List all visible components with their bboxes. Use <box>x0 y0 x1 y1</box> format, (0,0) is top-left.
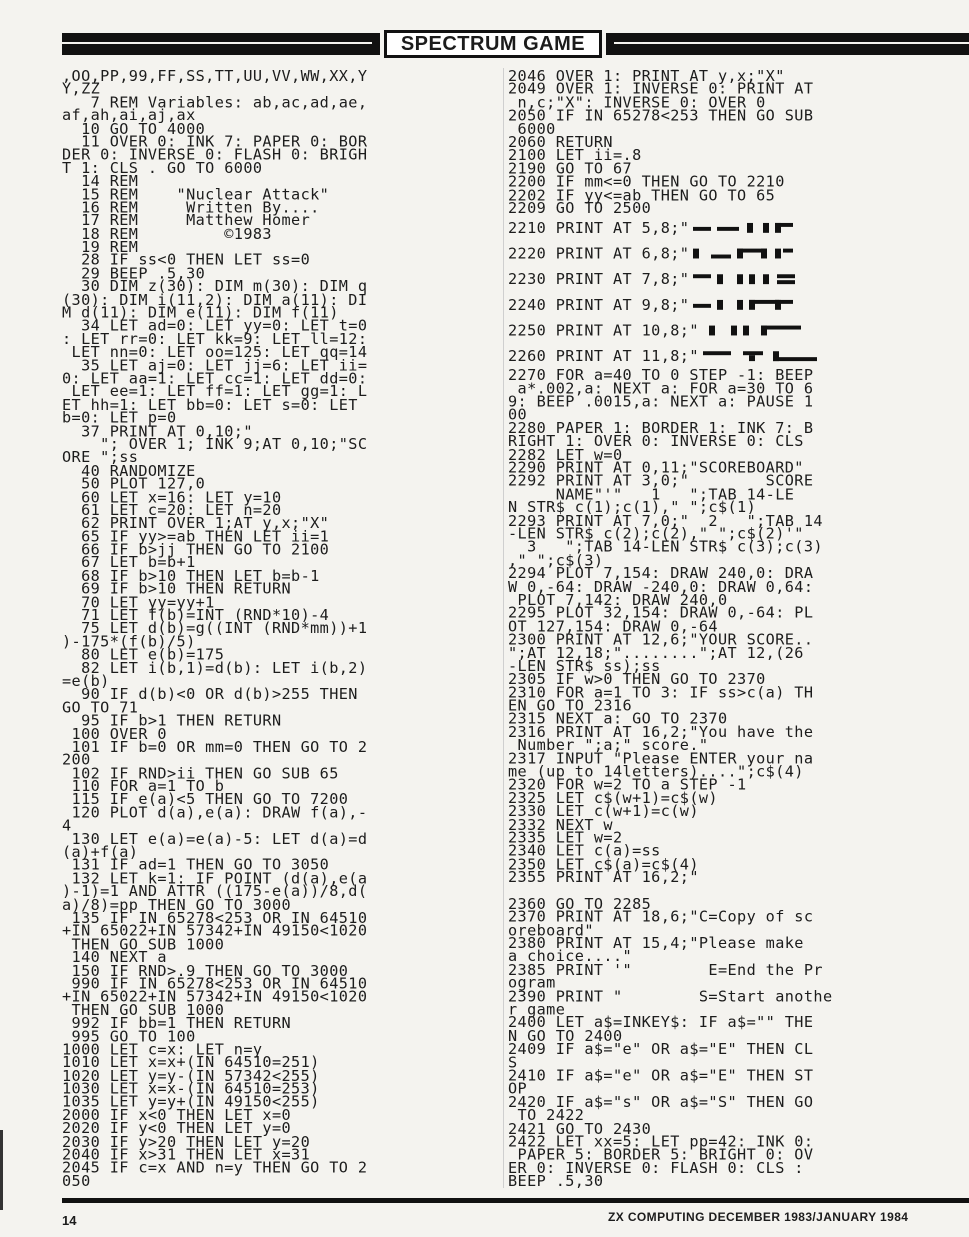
code-line: 1010 LET x=x+(IN 64510=251) <box>62 1053 320 1072</box>
code-line: DER 0: INVERSE 0: FLASH 0: BRIGH <box>62 145 368 164</box>
graphics-print-line <box>508 292 928 318</box>
code-line: 10 GO TO 4000 <box>62 119 206 138</box>
block-glyph <box>737 275 743 285</box>
code-line: 2317 INPUT "Please ENTER your na <box>508 749 814 768</box>
code-line: OT 127,154: DRAW 0,-64 <box>508 617 718 636</box>
code-line: 2390 PRINT " S=Start anothe <box>508 987 833 1006</box>
code-line: ";AT 12,18;"........";AT 12,(26 <box>508 643 804 662</box>
block-graphics-icon <box>693 247 833 261</box>
code-line: S <box>508 1053 518 1072</box>
code-line: TO 2422 <box>508 1106 585 1125</box>
block-glyph <box>775 300 781 310</box>
code-line: 60 LET x=16: LET y=10 <box>62 488 282 506</box>
code-line: 65 IF yy>=ab THEN LET ii=1 <box>62 527 330 546</box>
block-graphics-icon <box>693 273 833 287</box>
code-line: oreboard" <box>508 921 594 940</box>
block-glyph <box>761 249 767 259</box>
code-line: 130 LET e(a)=e(a)-5: LET d(a)=d <box>62 830 368 848</box>
code-line: M d(11): DIM e(11): DIM f(11) <box>62 303 339 322</box>
code-line: 2210 PRINT AT 5,8;" <box>508 218 690 237</box>
code-line: ," ";c$(3) <box>508 551 604 570</box>
code-line: THEN GO SUB 1000 <box>62 935 225 954</box>
code-line: a*.002,a: NEXT a: FOR a=30 TO 6 <box>508 379 814 398</box>
code-line: 90 IF d(b)<0 OR d(b)>255 THEN <box>62 685 358 704</box>
code-line: 2340 LET c(a)=ss <box>508 842 661 860</box>
block-glyph <box>743 326 749 336</box>
code-line: 995 GO TO 100 <box>62 1027 196 1046</box>
block-glyph <box>693 227 711 231</box>
code-line: 95 IF b>1 THEN RETURN <box>62 711 282 730</box>
header-bar-right <box>606 33 969 55</box>
code-line: Y,ZZ <box>62 80 101 98</box>
code-line: N GO TO 2400 <box>508 1027 623 1045</box>
code-line: r game <box>508 1000 566 1019</box>
code-line: 2060 RETURN <box>508 133 613 151</box>
listing-right-column <box>508 67 928 1191</box>
block-glyph <box>693 249 699 259</box>
code-line: 2410 IF a$="e" OR a$="E" THEN ST <box>508 1066 814 1085</box>
code-line: 115 IF e(a)<5 THEN GO TO 7200 <box>62 790 349 809</box>
code-line: =e(b) <box>62 672 110 690</box>
block-graphics-icon <box>693 221 833 235</box>
header-bar-left <box>62 33 380 55</box>
block-glyph <box>737 300 743 310</box>
code-line: 2350 LET c$(a)=c$(4) <box>508 855 699 873</box>
block-graphics-icon <box>693 298 833 312</box>
code-line: T 1: CLS . GO TO 6000 <box>62 159 263 177</box>
code-line: 00 <box>508 405 528 424</box>
code-line: 2260 PRINT AT 11,8;" <box>508 346 699 365</box>
code-line: 4 <box>62 816 72 835</box>
code-line: 14 REM <box>62 172 139 190</box>
code-line: 66 IF b>jj THEN GO TO 2100 <box>62 540 330 559</box>
listing-left-column <box>62 67 499 1190</box>
code-line: 2316 PRINT AT 16,2;"You have the <box>508 723 814 741</box>
code-line: PAPER 5: BORDER 5: BRIGHT 0: OV <box>508 1145 814 1164</box>
code-line: 35 LET aj=0: LET jj=6: LET ii= <box>62 356 368 375</box>
code-line: +IN 65022+IN 57342+IN 49150<1020 <box>62 987 368 1006</box>
code-line: OP <box>508 1079 528 1098</box>
footer-rule <box>62 1198 969 1203</box>
code-line: ,OO,PP,99,FF,SS,TT,UU,VV,WW,XX,Y <box>62 67 368 85</box>
code-line: 67 LET b=b+1 <box>62 553 196 572</box>
code-line: 2190 GO TO 67 <box>508 159 633 178</box>
code-line: 2330 LET c(w+1)=c(w) <box>508 802 699 821</box>
block-glyph <box>717 275 723 285</box>
block-glyph <box>693 275 711 279</box>
code-line: 2100 LET ii=.8 <box>508 146 642 165</box>
code-line: 62 PRINT OVER 1;AT y,x;"X" <box>62 514 330 533</box>
code-line: 71 LET f(b)=INT (RND*10)-4 <box>62 606 330 625</box>
code-line: +IN 65022+IN 57342+IN 49150<1020 <box>62 922 368 940</box>
code-line: 2332 NEXT w <box>508 815 613 834</box>
code-line: 75 LET d(b)=g((INT (RND*mm))+1 <box>62 619 368 638</box>
block-graphics-icon <box>703 324 843 338</box>
code-line: 2310 FOR a=1 TO 3: IF ss>c(a) TH <box>508 683 814 702</box>
block-glyph <box>709 326 715 336</box>
code-line: 2040 IF x>31 THEN LET x=31 <box>62 1145 311 1164</box>
code-line: LET ee=1: LET ff=1: LET gg=1: L <box>62 382 368 401</box>
code-line: ORE ";ss <box>62 448 139 467</box>
code-line: me (up to 14letters)....";c$(4) <box>508 762 804 781</box>
code-line: a choice...." <box>508 947 633 966</box>
block-glyph <box>777 280 795 284</box>
code-line: 2030 IF y>20 THEN LET y=20 <box>62 1132 311 1151</box>
code-line: -LEN STR$ ss);ss <box>508 657 661 675</box>
code-line: 50 PLOT 127,0 <box>62 474 206 493</box>
code-line: 120 PLOT d(a),e(a): DRAW f(a),- <box>62 803 368 822</box>
code-line: EN GO TO 2316 <box>508 696 633 715</box>
code-line: 34 LET ad=0: LET yy=0: LET t=0 <box>62 317 368 335</box>
code-line: BEEP .5,30 <box>508 1172 604 1191</box>
code-line: 2315 NEXT a: GO TO 2370 <box>508 709 728 728</box>
block-glyph <box>777 275 795 279</box>
code-line: 2422 LET xx=5: LET pp=42: INK 0: <box>508 1132 814 1151</box>
code-line: 2305 IF w>0 THEN GO TO 2370 <box>508 670 766 689</box>
code-line: (30): DIM i(11,2): DIM a(11): DI <box>62 290 368 309</box>
header-title: SPECTRUM GAME <box>384 30 602 58</box>
graphics-print-line <box>508 241 928 267</box>
code-line: 2020 IF y<0 THEN LET y=0 <box>62 1119 292 1138</box>
block-glyph <box>749 300 755 310</box>
code-line: 2220 PRINT AT 6,8;" <box>508 244 690 263</box>
code-line: )-175*(f(b)/5) <box>62 632 196 651</box>
code-line: 1020 LET y=y-(IN 57342<255) <box>62 1066 320 1085</box>
page-edge-mark <box>0 1130 3 1210</box>
code-line: 2370 PRINT AT 18,6;"C=Copy of sc <box>508 908 814 926</box>
code-line: 40 RANDOMIZE <box>62 461 196 480</box>
code-line: 2000 IF x<0 THEN LET x=0 <box>62 1106 292 1125</box>
code-line: 2294 PLOT 7,154: DRAW 240,0: DRA <box>508 564 814 583</box>
code-line: )-1)=1 AND ATTR ((175-e(a))/8,d( <box>62 882 368 901</box>
code-line: af,ah,ai,aj,ax <box>62 106 196 125</box>
code-line: 0: LET aa=1: LET cc=1: LET dd=0: <box>62 369 368 388</box>
graphics-print-line <box>508 318 928 344</box>
code-line: 2250 PRINT AT 10,8;" <box>508 321 699 339</box>
code-line: 2293 PRINT AT 7,0;" 2 ";TAB 14 <box>508 511 823 530</box>
graphics-print-line <box>508 267 928 293</box>
code-line: 140 NEXT a <box>62 948 167 967</box>
code-line: PLOT 7,142: DRAW 240,0 <box>508 590 728 609</box>
page-number: 14 <box>62 1213 77 1228</box>
code-line: "; OVER 1; INK 9;AT 0,10;"SC <box>62 435 368 454</box>
code-line: 9: BEEP .0015,a: NEXT a: PAUSE 1 <box>508 392 814 411</box>
code-line: N STR$ c(1);c(1)," ";c$(1) <box>508 498 757 517</box>
block-glyph <box>717 300 723 310</box>
code-line: 135 IF IN 65278<253 OR IN 64510 <box>62 909 368 927</box>
code-line: 2280 PAPER 1: BORDER 1: INK 7: B <box>508 419 814 437</box>
code-line: 2049 OVER 1: INVERSE 0: PRINT AT <box>508 80 814 99</box>
code-line: 1000 LET c=x: LET n=y <box>62 1040 263 1059</box>
code-line: 68 IF b>10 THEN LET b=b-1 <box>62 566 320 585</box>
block-glyph <box>711 255 731 259</box>
code-line: 2230 PRINT AT 7,8;" <box>508 269 690 288</box>
code-line: 2290 PRINT AT 0,11;"SCOREBOARD" <box>508 458 804 477</box>
code-line: 2202 IF yy<=ab THEN GO TO 65 <box>508 185 776 204</box>
block-glyph <box>743 352 763 356</box>
code-line: 30 DIM z(30): DIM m(30): DIM q <box>62 277 368 296</box>
code-line: 100 OVER 0 <box>62 724 167 743</box>
block-glyph <box>775 223 781 233</box>
code-line: 2335 LET w=2 <box>508 828 623 847</box>
code-line: 2400 LET a$=INKEY$: IF a$="" THE <box>508 1013 814 1032</box>
code-line: 2360 GO TO 2285 <box>508 894 652 913</box>
code-line: n,c;"X": INVERSE 0: OVER 0 <box>508 93 766 112</box>
block-glyph <box>783 249 793 253</box>
code-line: 2045 IF c=x AND n=y THEN GO TO 2 <box>62 1158 368 1177</box>
code-line: -LEN STR$ c(2);c(2)," ";c$(2)'" <box>508 524 804 543</box>
code-line: 3 ";TAB 14-LEN STR$ c(3);c(3) <box>508 538 823 556</box>
code-line: 2240 PRINT AT 9,8;" <box>508 295 690 314</box>
code-line: 2380 PRINT AT 15,4;"Please make <box>508 934 804 953</box>
code-line: 7 REM Variables: ab,ac,ad,ae, <box>62 93 368 112</box>
block-glyph <box>763 275 769 285</box>
code-line: LET nn=0: LET oo=125: LET qq=14 <box>62 343 368 362</box>
code-line: 1035 LET y=y+(IN 49150<255) <box>62 1093 320 1111</box>
code-line: 2209 GO TO 2500 <box>508 199 652 217</box>
code-line: THEN GO SUB 1000 <box>62 1001 225 1019</box>
block-glyph <box>773 357 817 361</box>
code-line: RIGHT 1: OVER 0: INVERSE 0: CLS <box>508 432 804 451</box>
code-line: b=0: LET p=0 <box>62 409 177 427</box>
block-glyph <box>747 223 753 233</box>
code-line: 11 OVER 0: INK 7: PAPER 0: BOR <box>62 132 368 151</box>
block-glyph <box>717 227 739 231</box>
code-line: : LET rr=0: LET kk=9: LET ll=12: <box>62 330 368 348</box>
code-line: a)/8)=pp THEN GO TO 3000 <box>62 895 292 914</box>
code-line: 110 FOR a=1 TO b <box>62 777 225 796</box>
code-line: 132 LET k=1: IF POINT (d(a),e(a <box>62 869 368 888</box>
code-line: NAME"'" 1 ";TAB 14-LE <box>508 485 795 504</box>
code-line: 2385 PRINT '" E=End the Pr <box>508 960 823 979</box>
code-line: 2355 PRINT AT 16,2;" <box>508 868 699 887</box>
code-line: W 0,-64: DRAW -240,0: DRAW 0,64: <box>508 577 814 596</box>
code-line: ER 0: INVERSE 0: FLASH 0: CLS : <box>508 1159 804 1177</box>
code-line: 28 IF ss<0 THEN LET ss=0 <box>62 251 311 269</box>
code-line: 2320 FOR w=2 TO a STEP -1 <box>508 775 747 794</box>
code-line: 2409 IF a$="e" OR a$="E" THEN CL <box>508 1040 814 1058</box>
code-line: 29 BEEP .5,30 <box>62 264 206 283</box>
code-line: 61 LET c=20: LET n=20 <box>62 501 282 519</box>
block-glyph <box>761 326 801 330</box>
block-glyph <box>775 249 781 259</box>
code-line: 6000 <box>508 119 556 138</box>
code-line: 990 IF IN 65278<253 OR IN 64510 <box>62 974 368 993</box>
code-line: 37 PRINT AT 0,10;" <box>62 422 253 440</box>
code-line: 2050 IF IN 65278<253 THEN GO SUB <box>508 106 814 125</box>
code-line: 19 REM <box>62 238 139 256</box>
code-line: 2300 PRINT AT 12,6;"YOUR SCORE.. <box>508 630 814 649</box>
block-glyph <box>731 326 737 336</box>
block-glyph <box>749 355 755 361</box>
code-line: 17 REM Matthew Homer <box>62 211 311 230</box>
code-line: 2292 PRINT AT 3,0;" SCORE <box>508 472 814 490</box>
code-line: 69 IF b>10 THEN RETURN <box>62 580 292 598</box>
code-line: ogram <box>508 974 556 992</box>
code-line: 15 REM "Nuclear Attack" <box>62 185 330 204</box>
block-glyph <box>703 352 731 356</box>
graphics-print-line <box>508 215 928 241</box>
code-line: 1030 LET x=x-(IN 64510=253) <box>62 1080 320 1098</box>
code-line: 16 REM Written By.... <box>62 198 320 217</box>
block-glyph <box>749 275 755 285</box>
code-line: ET hh=1: LET bb=0: LET s=0: LET <box>62 395 358 414</box>
block-graphics-icon <box>703 350 843 364</box>
code-line: 150 IF RND>.9 THEN GO TO 3000 <box>62 961 349 980</box>
code-line: (a)+f(a) <box>62 843 139 861</box>
code-line: 2270 FOR a=40 TO 0 STEP -1: BEEP <box>508 366 814 385</box>
code-line: 131 IF ad=1 THEN GO TO 3050 <box>62 856 330 875</box>
code-line: 2325 LET c$(w+1)=c$(w) <box>508 789 718 807</box>
code-line: 2046 OVER 1: PRINT AT y,x;"X" <box>508 67 785 85</box>
issue-line: ZX COMPUTING DECEMBER 1983/JANUARY 1984 <box>608 1210 909 1224</box>
code-line: 82 LET i(b,1)=d(b): LET i(b,2) <box>62 659 368 677</box>
code-line: 2282 LET w=0 <box>508 445 623 464</box>
code-line: 2420 IF a$="s" OR a$="S" THEN GO <box>508 1093 814 1111</box>
block-glyph <box>693 304 711 308</box>
code-line: 18 REM ©1983 <box>62 224 272 243</box>
code-line: 101 IF b=0 OR mm=0 THEN GO TO 2 <box>62 737 368 756</box>
code-line: 70 LET yy=yy+1 <box>62 593 215 611</box>
code-line: 80 LET e(b)=175 <box>62 645 225 664</box>
column-divider <box>503 68 504 1188</box>
code-line: 050 <box>62 1172 91 1190</box>
code-line: Number ";a;" score." <box>508 736 709 755</box>
code-line: 992 IF bb=1 THEN RETURN <box>62 1014 292 1032</box>
code-line: 2295 PLOT 32,154: DRAW 0,-64: PL <box>508 604 814 622</box>
code-line: 200 <box>62 751 91 769</box>
code-line: GO TO 71 <box>62 698 139 717</box>
block-glyph <box>763 223 769 233</box>
code-line: 2200 IF mm<=0 THEN GO TO 2210 <box>508 172 785 191</box>
code-line: 2421 GO TO 2430 <box>508 1119 652 1138</box>
code-line: 102 IF RND>ii THEN GO SUB 65 <box>62 764 339 782</box>
